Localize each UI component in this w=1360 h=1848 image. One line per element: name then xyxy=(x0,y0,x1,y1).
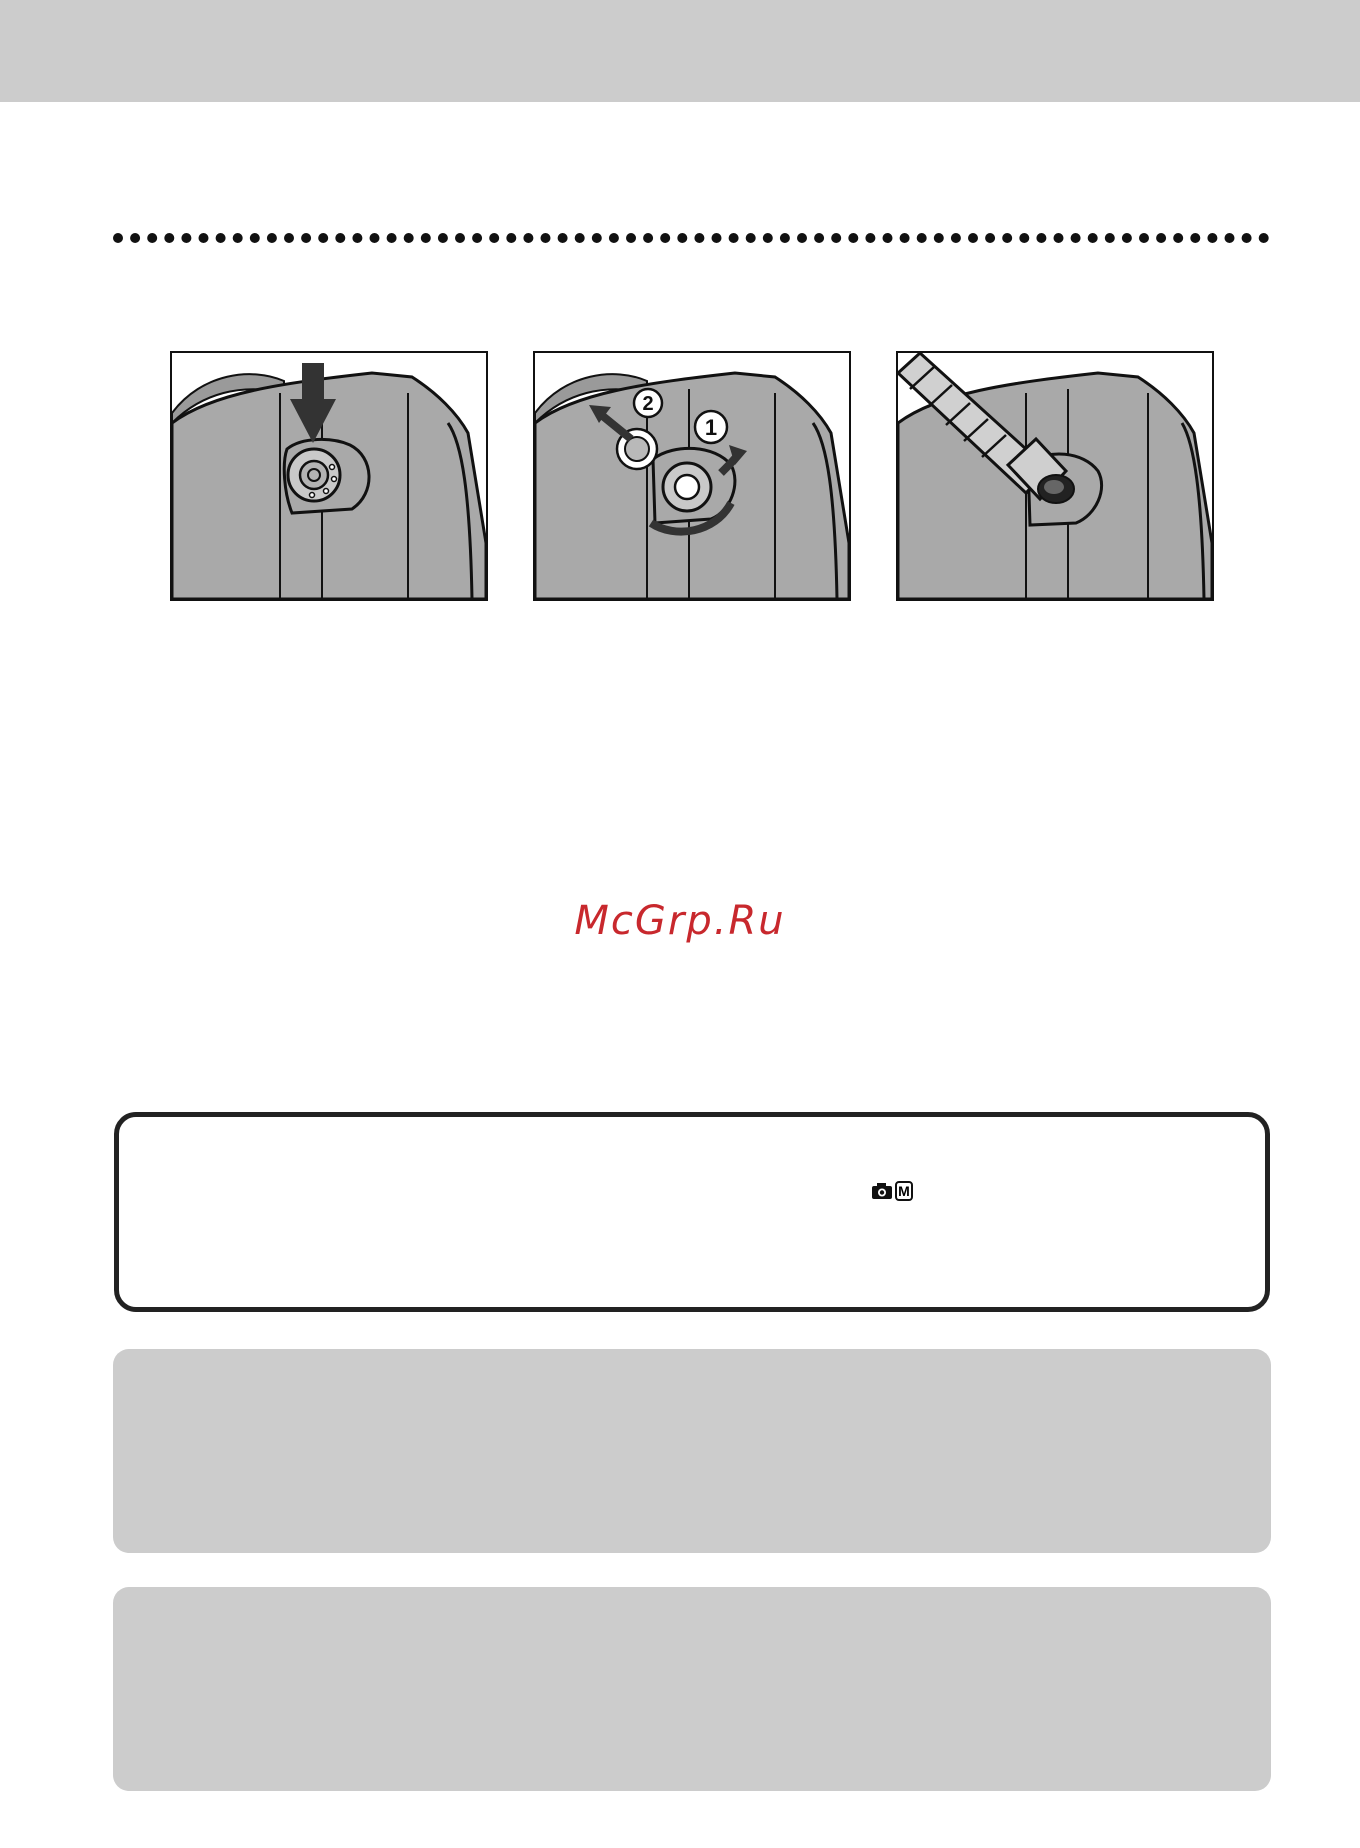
camera-icon xyxy=(871,1182,893,1200)
rule-dot xyxy=(387,233,397,243)
rule-dot xyxy=(1259,233,1269,243)
rule-dot xyxy=(677,233,687,243)
rule-dot xyxy=(814,233,824,243)
illustration-panel-3 xyxy=(896,351,1214,601)
rule-dot xyxy=(404,233,414,243)
step-2-badge xyxy=(634,389,662,417)
rule-dot xyxy=(472,233,482,243)
rule-dot xyxy=(797,233,807,243)
rule-dot xyxy=(1190,233,1200,243)
rule-dot xyxy=(1002,233,1012,243)
rule-dot xyxy=(216,233,226,243)
rule-dot xyxy=(233,233,243,243)
rule-dot xyxy=(746,233,756,243)
rule-dot xyxy=(985,233,995,243)
rule-dot xyxy=(455,233,465,243)
rule-dot xyxy=(951,233,961,243)
rule-dot xyxy=(1242,233,1252,243)
rule-dot xyxy=(934,233,944,243)
rule-dot xyxy=(541,233,551,243)
rule-dot xyxy=(1122,233,1132,243)
rule-dot xyxy=(1071,233,1081,243)
rule-dot xyxy=(900,233,910,243)
watermark-text: McGrp.Ru xyxy=(574,898,786,944)
rule-dot xyxy=(199,233,209,243)
rule-dot xyxy=(523,233,533,243)
header-band xyxy=(0,0,1360,102)
step-2-label: 2 xyxy=(642,393,654,415)
rule-dot xyxy=(438,233,448,243)
dotted-rule xyxy=(112,230,1272,246)
note-box-gray-2 xyxy=(113,1587,1271,1791)
rule-dot xyxy=(917,233,927,243)
step-1-label: 1 xyxy=(704,415,718,440)
rule-dot xyxy=(883,233,893,243)
rule-dot xyxy=(558,233,568,243)
rule-dot xyxy=(660,233,670,243)
rule-dot xyxy=(1054,233,1064,243)
rule-dot xyxy=(729,233,739,243)
rule-dot xyxy=(968,233,978,243)
rule-dot xyxy=(506,233,516,243)
rule-dot xyxy=(609,233,619,243)
rule-dot xyxy=(130,233,140,243)
note-box-gray-1 xyxy=(113,1349,1271,1553)
rule-dot xyxy=(780,233,790,243)
rule-dot xyxy=(763,233,773,243)
rule-dot xyxy=(489,233,499,243)
rule-dot xyxy=(164,233,174,243)
camera-press-illustration xyxy=(172,353,486,599)
rule-dot xyxy=(848,233,858,243)
camera-remove-cover-illustration xyxy=(535,353,849,599)
rule-dot xyxy=(643,233,653,243)
note-box-outlined xyxy=(114,1112,1270,1312)
rule-dot xyxy=(352,233,362,243)
rule-dot xyxy=(626,233,636,243)
rule-dot xyxy=(250,233,260,243)
manual-mode-letter: M xyxy=(898,1183,910,1199)
rule-dot xyxy=(831,233,841,243)
illustration-panel-1 xyxy=(170,351,488,601)
rule-dot xyxy=(267,233,277,243)
step-1-badge xyxy=(695,411,727,443)
rule-dot xyxy=(1173,233,1183,243)
rule-dot xyxy=(1207,233,1217,243)
rule-dot xyxy=(113,233,123,243)
rule-dot xyxy=(1139,233,1149,243)
manual-mode-icon xyxy=(895,1181,913,1201)
rule-dot xyxy=(592,233,602,243)
rule-dot xyxy=(1019,233,1029,243)
mode-icon-group xyxy=(871,1181,913,1201)
rule-dot xyxy=(335,233,345,243)
rule-dot xyxy=(370,233,380,243)
rule-dot xyxy=(421,233,431,243)
rule-dot xyxy=(301,233,311,243)
rule-dot xyxy=(1225,233,1235,243)
rule-dot xyxy=(1105,233,1115,243)
rule-dot xyxy=(1088,233,1098,243)
rule-dot xyxy=(694,233,704,243)
rule-dot xyxy=(1036,233,1046,243)
rule-dot xyxy=(1156,233,1166,243)
rule-dot xyxy=(712,233,722,243)
illustration-panel-2 xyxy=(533,351,851,601)
camera-attach-cable-illustration xyxy=(898,353,1212,599)
rule-dot xyxy=(865,233,875,243)
rule-dot xyxy=(575,233,585,243)
rule-dot xyxy=(318,233,328,243)
rule-dot xyxy=(147,233,157,243)
rule-dot xyxy=(284,233,294,243)
rule-dot xyxy=(181,233,191,243)
